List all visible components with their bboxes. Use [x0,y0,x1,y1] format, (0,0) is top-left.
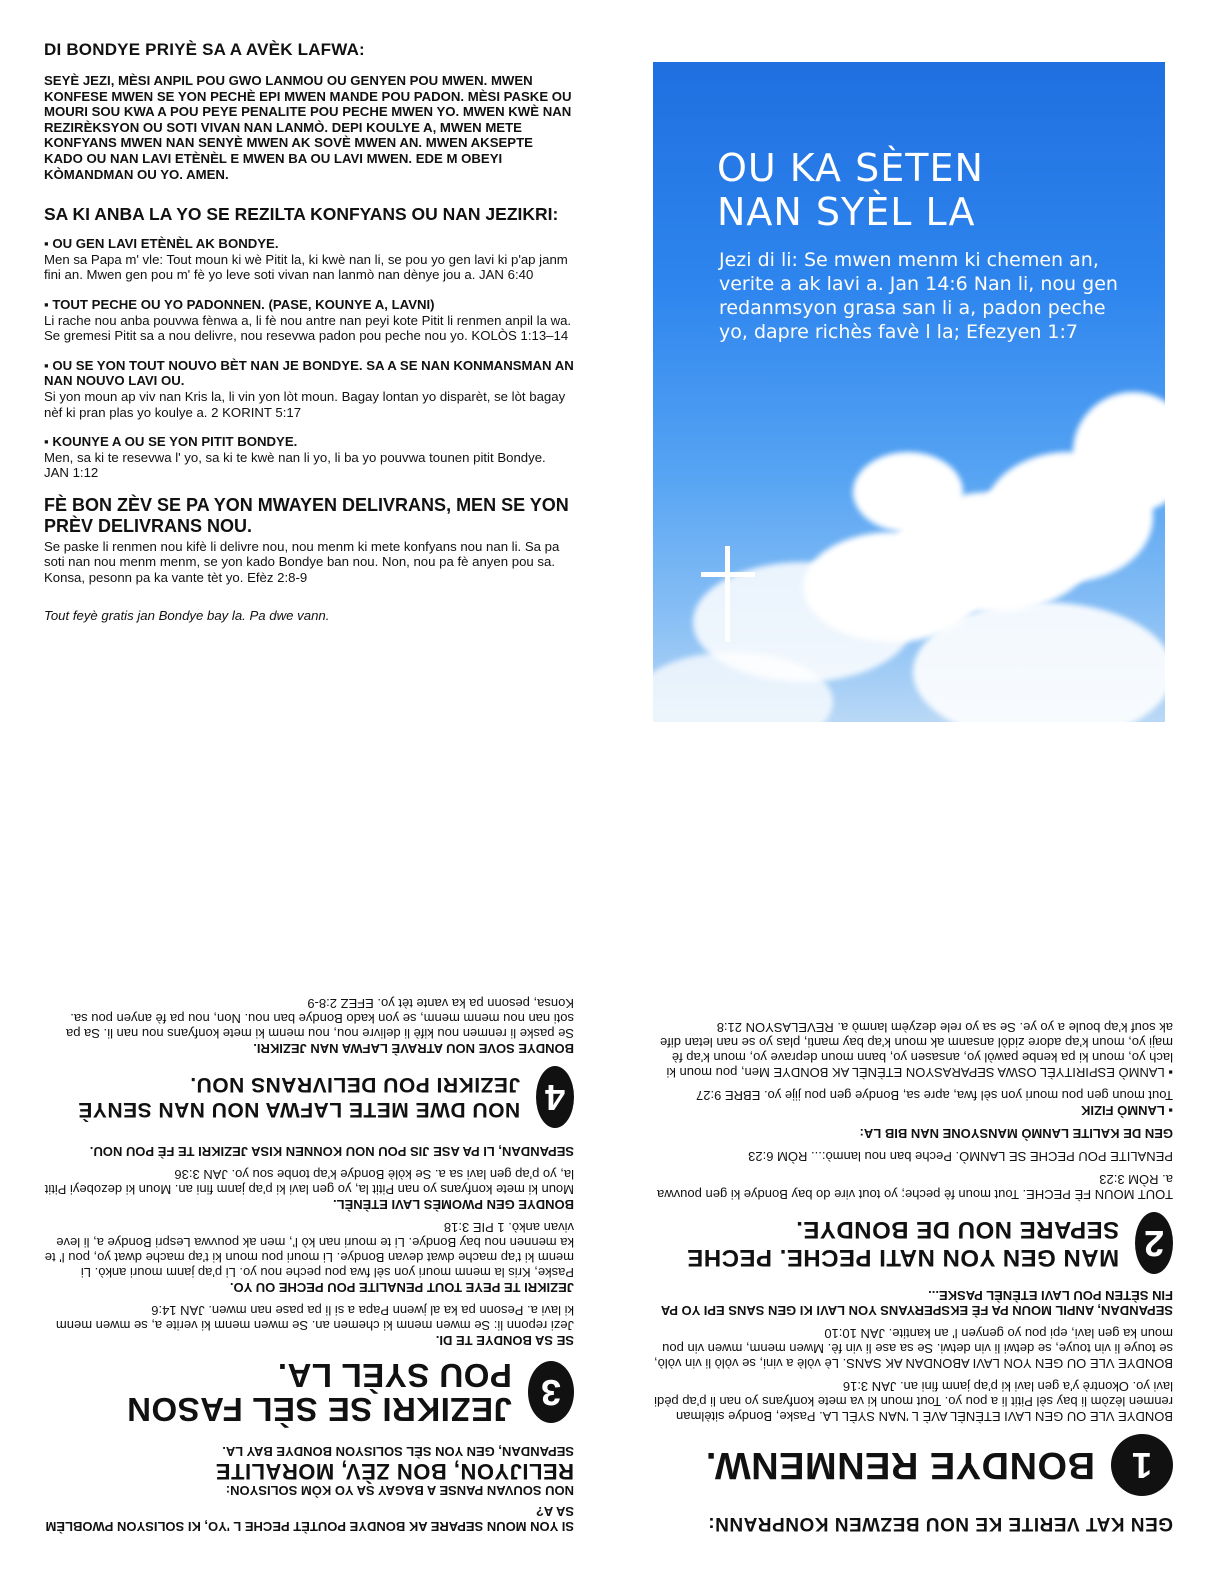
cloud-shape [853,452,963,532]
spiritual-death-text: ▪ LANMÒ ESPIRITYÈL OSWA SEPARASYON ETÈNÈL AK BONDYE Men, pou moun ki lach yo, moun ki pa kenbe pawòl yo, ansasen yo, bann moun deprave yo, moun k'ap fè maji yo, moun k'ap adore zidòl ansanm ak moun k'ap bay manti, plas yo se nan letan dife ak souf k'ap boule a yo ye. Se sa yo rele dezyèm lanmò a. REVELASYON 21:8 [660,1020,1173,1080]
sec2-title: MAN GEN YON NATI PECHE. PECHE SEPARE NOU DE BONDYE. [686,1216,1120,1271]
sec3-top-question: SI YON MOUN SEPARE AK BONDYE POUTÈT PECHE L 'YO, KI SOLISYON PWOBLÈM SA A? [45,1504,574,1534]
bullet-new-creature [44,358,574,420]
bullet-forgiven [44,297,574,344]
sec3-title: JEZIKRI SE SÈL FASON POU SYÈL LA. [126,1357,512,1428]
bullet-heading: ▪ TOUT PECHE OU YO PADONNEN. (PASE, KOUNYE A, LAVNI) [44,296,435,312]
sec2-header [653,1212,1173,1274]
hero-sky-panel [653,62,1165,722]
hero-title [717,146,984,234]
fizik-heading: ▪ LANMÒ FIZIK [1081,1103,1173,1118]
sec3-header [44,1358,574,1426]
sec1-title: BONDYE RENMENW. [705,1444,1095,1486]
penalite-text: PENALITE POU PECHE SE LANMÒ. Peche ban nou lanmò:... RÒM 6:23 [748,1149,1173,1164]
sections-1-2-panel [653,812,1173,1534]
italic-note: Tout feyè gratis jan Bondye bay la. Pa dwe vann. [44,607,330,623]
results-heading: SA KI ANBA LA YO SE REZILTA KONFYANS OU NAN JEZIKRI: [44,204,559,225]
bondye-vle-2: BONDYE VLE OU GEN LAVI ETÈNÈL AVÈ L 'NAN SYÈL LA. Paske, Bondye sitèlman renmen lèzòm li bay sèl Pitit li a pou yo. Tout moun ki va mete konfyans yo nan li p'ap pèdi lavi yo. Okontrè y'a gen lavi ki p'ap janm fini an. JAN 3:16 [654,1379,1173,1424]
number-badge: 3 [528,1361,574,1423]
sec4-b2-head: BONDYE GEN PWOMÈS LAVI ETÈNÈL. [332,1197,574,1212]
prayer-panel [44,40,574,623]
bullet-heading: ▪ KOUNYE A OU SE YON PITIT BONDYE. [44,434,298,450]
number-badge: 1 [1111,1434,1173,1496]
tout-moun-text: TOUT MOUN FÈ PECHE. Tout moun fè peche; yo tout vire do bay Bondye ki gen pouvwa a. RÒM 3:23 [657,1172,1173,1202]
sections-3-4-panel [44,812,574,1534]
prayer-text: SEYÈ JEZI, MÈSI ANPIL POU GWO LANMOU OU GENYEN POU MWEN. MWEN KONFESE MWEN SE YON PECHÈ EPI MWEN MANDE POU PADON. MÈSI PASKE OU MOURI SOU KWA A POU PEYE PENALITE POU PECHE MWEN YO. MWEN KWÈ NAN REZIRÈKSYON OU SOTI VIVAN NAN LANMÒ. DEPI KOULYE A, MWEN METE KONFYANS MWEN NAN SENYÈ MWEN AK SOVÈ MWEN AN. MWEN AKSEPTE KADO OU NAN LAVI ETÈNÈL E MWEN BA OU LAVI MWEN. EDE M OBEYI KÒMANDMAN OU YO. AMEN. [44,73,572,182]
final-heading: FÈ BON ZÈV SE PA YON MWAYEN DELIVRANS, MEN SE YON PRÈV DELIVRANS NOU. [44,494,569,536]
sec4-header [44,1066,574,1128]
prayer-heading: DI BONDYE PRIYÈ SA A AVÈK LAFWA: [44,40,365,59]
hero-verse: Jezi di li: Se mwen menm ki chemen an, verite a ak lavi a. Jan 14:6 Nan li, nou gen redanmsyon grasa san li a, padon peche yo, dapre richès favè l la; Efezyen 1:7 [719,249,1118,343]
four-truths-heading: GEN KAT VERITE KE NOU BEZWEN KONPRANN: [707,1513,1173,1534]
bullet-text: Si yon moun ap viv nan Kris la, li vin yon lòt moun. Bagay lontan yo disparèt, se lòt bagay nèf ki pran plas yo koulye a. 2 KORINT 5:17 [44,388,566,420]
bullet-heading: ▪ OU SE YON TOUT NOUVO BÈT NAN JE BONDYE. SA A SE NAN KONMANSMAN AN NAN NOUVO LAVI OU. [44,357,574,389]
sec3-head1: JEZIKRI TE PEYE TOUT PENALITE POU PECHE OU YO. [229,1280,574,1295]
sec4-b2-text: Moun ki mete konfyans yo nan Pitit la, yo gen lavi ki p'ap janm fini an. Moun ki dezobeyi Pitit la, yo p'ap gen lavi sa a. Se kòlè Bondye k'ap tonbe sou yo. JAN 3:36 [44,1167,574,1197]
sec4-text: Se paske li renmen nou kifè li delivre nou, nou menm ki mete konfyans nou nan li. Sa pa soti nan nou menm menm, se yon kado Bondye ban nou. Non, nou pa fè anyen pou sa. Konsa, pesonn pa ka vante tèt yo. EFEZ 2:8-9 [65,996,574,1041]
sec3-religion: RELIJYON, BON ZÈV, MORALITE [215,1459,574,1484]
sec3-text1: Paske, Kris la menm mouri yon sèl fwa pou peche nou yo. Li p'ap janm mouri ankò. Li menm ki t'ap mache dwat devan Bondye. Li mouri pou moun ki t'ap mache dwat yo, pou l' te ka mennen nou bay Bondye. Li te mouri nan kò l', men ak pouvwa Lespri Bondye a, li leve vivan ankò. 1 PIE 3:18 [44,1220,574,1280]
sec3-head2: SE SA BONDYE TE DI. [435,1333,574,1348]
cross-icon [701,572,755,577]
sec4-title: NOU DWE METE LAFWA NOU NAN SENYÈ JEZIKRI POU DELIVRANS NOU. [77,1073,521,1121]
bullet-child-of-god [44,434,574,481]
gen-de-heading: GEN DE KALITE LANMÒ MANSYONE NAN BIB LA: [859,1126,1173,1141]
bondye-vle-1: BONDYE VLE OU GEN YON LAVI ABONDAN AK SANS. Lè vòlè a vini, se vòlò li vin vòlò, se touye li vin touye, se detwi li vin detwi. Se sa ase li vin fè. Mwen menm, mwen vin pou moun ka gen lavi, epi pou yo genyen l' an kantite. JAN 10:10 [654,1326,1173,1371]
bullet-eternal-life [44,236,574,283]
sec3-sub: SEPANDAN, GEN YON SÈL SOLISYON BONDYE BAY LA. [222,1444,574,1459]
sec1-header [653,1434,1173,1496]
final-text: Se paske li renmen nou kifè li delivre nou, nou menm ki mete konfyans nou nan li. Sa pa soti nan nou menm menm, se yon kado Bondye ban nou. Non, nou pa fè anyen pou sa. Konsa, pesonn pa ka vante tèt yo. Efèz 2:8-9 [44,538,560,586]
cross-icon [725,546,730,642]
hero-title-line1: OU KA SÈTEN [717,146,984,190]
hero-title-line2: NAN SYÈL LA [717,190,976,234]
sec4-sub: BONDYE SOVE NOU ATRAVÈ LAFWA NAN JEZIKRI. [253,1041,574,1056]
bullet-text: Li rache nou anba pouvwa fènwa a, li fè nou antre nan peyi kote Pitit li renmen anpil la wa. Se gremesi Pitit sa a nou delivre, nou resevwa padon pou peche nou yo. KOLÒS 1:13–14 [44,312,572,344]
sepandan-text: SEPANDAN, ANPIL MOUN PA FÈ EKSPERYANS YON LAVI KI GEN SANS EPI YO PA FIN SÈTEN POU LAVI ETÈNÈL PASKE... [661,1288,1173,1318]
bullet-text: Men sa Papa m' vle: Tout moun ki wè Pitit la, ki kwè nan li, se pou yo gen lavi ki p'ap janm fini an. Mwen gen pou m' fè yo leve soti vivan nan lanmò nan dènye jou a. JAN 6:40 [44,251,568,283]
sec3-sub2: NOU SOUVAN PANSE A BAGAY SA YO KÒM SOLISYON: [225,1483,574,1498]
bullet-text: Men, sa ki te resevwa l' yo, sa ki te kwè nan li yo, li ba yo pouvwa tounen pitit Bondye. JAN 1:12 [44,449,546,481]
fizik-text: Tout moun gen pou mouri yon sèl fwa, apre sa, Bondye gen pou jije yo. EBRE 9:27 [696,1088,1173,1103]
bullet-heading: ▪ OU GEN LAVI ETÈNÈL AK BONDYE. [44,236,279,252]
number-badge: 2 [1135,1212,1173,1274]
sec4-b-head: SEPANDAN, LI PA ASE JIS POU NOU KONNEN KISA JEZIKRI TE FÈ POU NOU. [89,1144,574,1159]
sec3-text2: Jezi reponn li: Se mwen menm ki chemen an. Se mwen menm ki verite a, se mwen menm ki lavi a. Pesonn pa ka al jwenn Papa a si li pa pase nan mwen. JAN 14:6 [55,1303,574,1333]
number-badge: 4 [536,1066,574,1128]
